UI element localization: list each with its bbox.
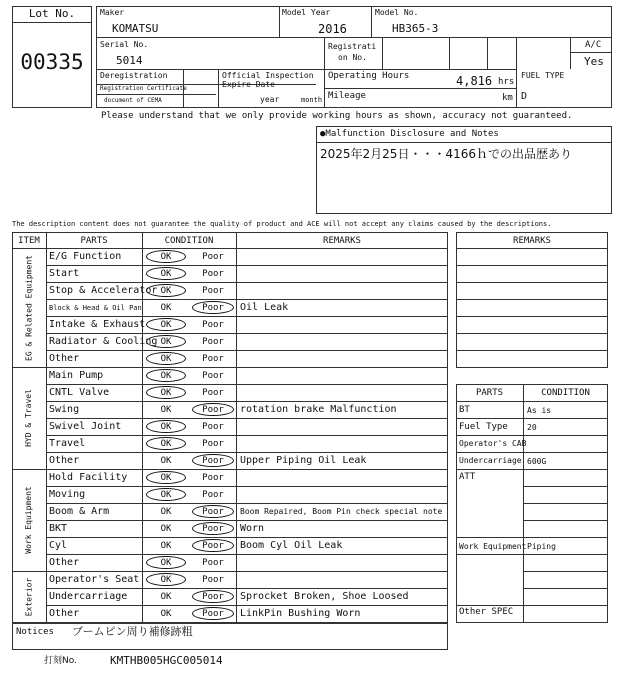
cond-poor: Poor [202, 354, 224, 364]
bt-value: As is [527, 406, 552, 415]
cond-ok: OK [160, 354, 172, 364]
remarks-right-header: REMARKS [513, 236, 551, 246]
condition-selected-circle [192, 301, 234, 314]
hours-notice: Please understand that we only provide working hours as shown, accuracy not guaranteed. [101, 111, 573, 121]
ac-value: Yes [584, 55, 604, 68]
group-label: EG & Related Equipment [24, 254, 33, 361]
remark-text: Oil Leak [240, 302, 289, 313]
cond-poor: Poor [202, 541, 224, 551]
spec-condition-header: CONDITION [541, 388, 590, 398]
remark-text: Worn [240, 523, 265, 534]
maker-value: KOMATSU [112, 22, 159, 35]
notices-text: ブームピン周り補修跡粗 [72, 625, 193, 638]
mileage-label: Mileage [328, 91, 366, 101]
part-name: Swing [49, 404, 80, 415]
cond-poor: Poor [202, 303, 224, 313]
condition-selected-circle [146, 369, 186, 382]
remark-text: LinkPin Bushing Worn [240, 608, 361, 619]
condition-selected-circle [146, 556, 186, 569]
part-name: Stop & Accelerator [49, 285, 158, 296]
fuel-type-label: FUEL TYPE [521, 71, 565, 80]
cond-poor: Poor [202, 439, 224, 449]
condition-selected-circle [146, 267, 186, 280]
condition-selected-circle [146, 250, 186, 263]
cond-poor: Poor [202, 473, 224, 483]
cab-label: Operator's CAB [459, 439, 527, 448]
model-no-label: Model No. [375, 8, 419, 17]
cond-poor: Poor [202, 524, 224, 534]
cond-ok: OK [160, 507, 172, 517]
parts-header: PARTS [80, 236, 108, 246]
item-header: ITEM [18, 236, 40, 246]
cond-ok: OK [160, 592, 172, 602]
condition-selected-circle [146, 488, 186, 501]
cond-poor: Poor [202, 337, 224, 347]
condition-selected-circle [146, 573, 186, 586]
cond-ok: OK [160, 575, 172, 585]
part-name: Other [49, 608, 80, 619]
stamp-value: KMTHB005HGC005014 [110, 654, 223, 667]
part-name: Moving [49, 489, 86, 500]
part-name: Intake & Exhaust [49, 319, 146, 330]
maker-label: Maker [100, 8, 125, 17]
condition-selected-circle [192, 607, 234, 620]
condition-selected-circle [146, 471, 186, 484]
group-label: Work Equipment [24, 486, 33, 554]
deregistration-label: Deregistration [100, 71, 168, 80]
cond-poor: Poor [202, 456, 224, 466]
cond-poor: Poor [202, 320, 224, 330]
cond-ok: OK [160, 303, 172, 313]
cond-poor: Poor [202, 609, 224, 619]
cond-poor: Poor [202, 269, 224, 279]
registration-label-1: Registrati [328, 42, 377, 51]
cond-ok: OK [160, 439, 172, 449]
lot-number: 00335 [20, 50, 84, 74]
cond-poor: Poor [202, 507, 224, 517]
document-cema-label: document of CEMA [104, 97, 162, 104]
ac-label: A/C [585, 40, 602, 50]
cond-ok: OK [160, 456, 172, 466]
fuel-value: 20 [527, 423, 537, 432]
part-name: Travel [49, 438, 86, 449]
work-label: Work Equipment [459, 542, 527, 551]
notices-label: Notices [16, 627, 54, 637]
part-name: Boom & Arm [49, 506, 110, 517]
under-label: Undercarriage [459, 456, 522, 465]
cond-ok: OK [160, 388, 172, 398]
cond-ok: OK [160, 541, 172, 551]
model-no-value: HB365-3 [392, 22, 439, 35]
condition-selected-circle [146, 437, 186, 450]
part-name: Other [49, 353, 80, 364]
disclaimer: The description content does not guarantee the quality of product and ACE will not accept any claims caused by the descriptions. [12, 220, 552, 228]
cond-poor: Poor [202, 575, 224, 585]
remark-text: Boom Repaired, Boom Pin check special note [240, 507, 443, 516]
part-name: Cyl [49, 540, 68, 551]
condition-selected-circle [146, 420, 186, 433]
cond-poor: Poor [202, 490, 224, 500]
part-name: Operator's Seat [49, 574, 140, 585]
remark-text: Boom Cyl Oil Leak [240, 540, 343, 551]
condition-selected-circle [146, 318, 186, 331]
remark-text: Upper Piping Oil Leak [240, 455, 367, 466]
cond-ok: OK [160, 473, 172, 483]
cond-ok: OK [160, 320, 172, 330]
cond-poor: Poor [202, 592, 224, 602]
malfunction-text: 2025年2月25日・・・4166ｈでの出品歴あり [320, 147, 572, 161]
condition-selected-circle [192, 454, 234, 467]
stamp-label: 打刻No. [44, 656, 77, 666]
cond-ok: OK [160, 422, 172, 432]
work-value: Piping [527, 542, 556, 551]
condition-selected-circle [146, 335, 186, 348]
cond-ok: OK [160, 337, 172, 347]
remark-text: rotation brake Malfunction [240, 404, 397, 415]
part-name: Start [49, 268, 80, 279]
condition-selected-circle [146, 386, 186, 399]
condition-selected-circle [192, 522, 234, 535]
registration-label-2: on No. [338, 53, 367, 62]
km-unit: km [502, 93, 513, 103]
part-name: Other [49, 557, 80, 568]
part-name: Hold Facility [49, 472, 128, 483]
condition-selected-circle [192, 403, 234, 416]
inspection-label-2: Expire Date [222, 80, 275, 89]
cond-ok: OK [160, 490, 172, 500]
cond-ok: OK [160, 524, 172, 534]
lot-label: Lot No. [28, 7, 76, 20]
serial-value: 5014 [116, 54, 143, 67]
malfunction-title: ●Malfunction Disclosure and Notes [320, 129, 499, 139]
fuel-type-value: D [521, 91, 528, 102]
cond-ok: OK [160, 269, 172, 279]
part-name: Other [49, 455, 80, 466]
cond-ok: OK [160, 405, 172, 415]
cond-poor: Poor [202, 286, 224, 296]
cond-ok: OK [160, 371, 172, 381]
cond-poor: Poor [202, 388, 224, 398]
cond-ok: OK [160, 252, 172, 262]
month-label: month [301, 96, 323, 104]
remarks-header: REMARKS [323, 236, 361, 246]
cond-poor: Poor [202, 252, 224, 262]
condition-selected-circle [146, 352, 186, 365]
hrs-unit: hrs [498, 77, 515, 87]
part-name: Block & Head & Oil Pan [49, 304, 142, 312]
malfunction-box [316, 126, 612, 214]
model-year-label: Model Year [282, 8, 331, 17]
spec-parts-header: PARTS [475, 388, 504, 398]
group-label: HYD & Travel [24, 389, 33, 447]
part-name: Swivel Joint [49, 421, 122, 432]
bt-label: BT [459, 405, 470, 415]
operating-hours-label: Operating Hours [328, 71, 410, 81]
part-name: BKT [49, 523, 68, 534]
model-year-value: 2016 [318, 22, 347, 36]
registration-certificate-label: Registration Certificate [100, 85, 187, 92]
cond-ok: OK [160, 558, 172, 568]
cond-poor: Poor [202, 405, 224, 415]
operating-hours-value: 4,816 [456, 74, 493, 88]
condition-selected-circle [192, 539, 234, 552]
cond-poor: Poor [202, 558, 224, 568]
part-name: Undercarriage [49, 591, 128, 602]
condition-selected-circle [192, 505, 234, 518]
part-name: Main Pump [49, 370, 104, 381]
att-label: ATT [459, 472, 476, 482]
remark-text: Sprocket Broken, Shoe Loosed [240, 591, 409, 602]
other-spec-label: Other SPEC [459, 607, 514, 617]
condition-header: CONDITION [164, 236, 214, 246]
cond-poor: Poor [202, 371, 224, 381]
serial-label: Serial No. [100, 40, 149, 49]
year-label: year [260, 95, 280, 104]
condition-selected-circle [192, 590, 234, 603]
cond-ok: OK [160, 609, 172, 619]
part-name: Radiator & Cooling [49, 336, 158, 347]
group-label: Exterior [24, 577, 33, 616]
inspection-label-1: Official Inspection [222, 71, 314, 80]
cond-ok: OK [160, 286, 172, 296]
cond-poor: Poor [202, 422, 224, 432]
fuel-label: Fuel Type [459, 422, 508, 432]
part-name: E/G Function [49, 251, 122, 262]
remarks-table [456, 232, 608, 368]
condition-selected-circle [146, 284, 186, 297]
under-value: 600G [527, 457, 547, 466]
part-name: CNTL Valve [49, 387, 110, 398]
